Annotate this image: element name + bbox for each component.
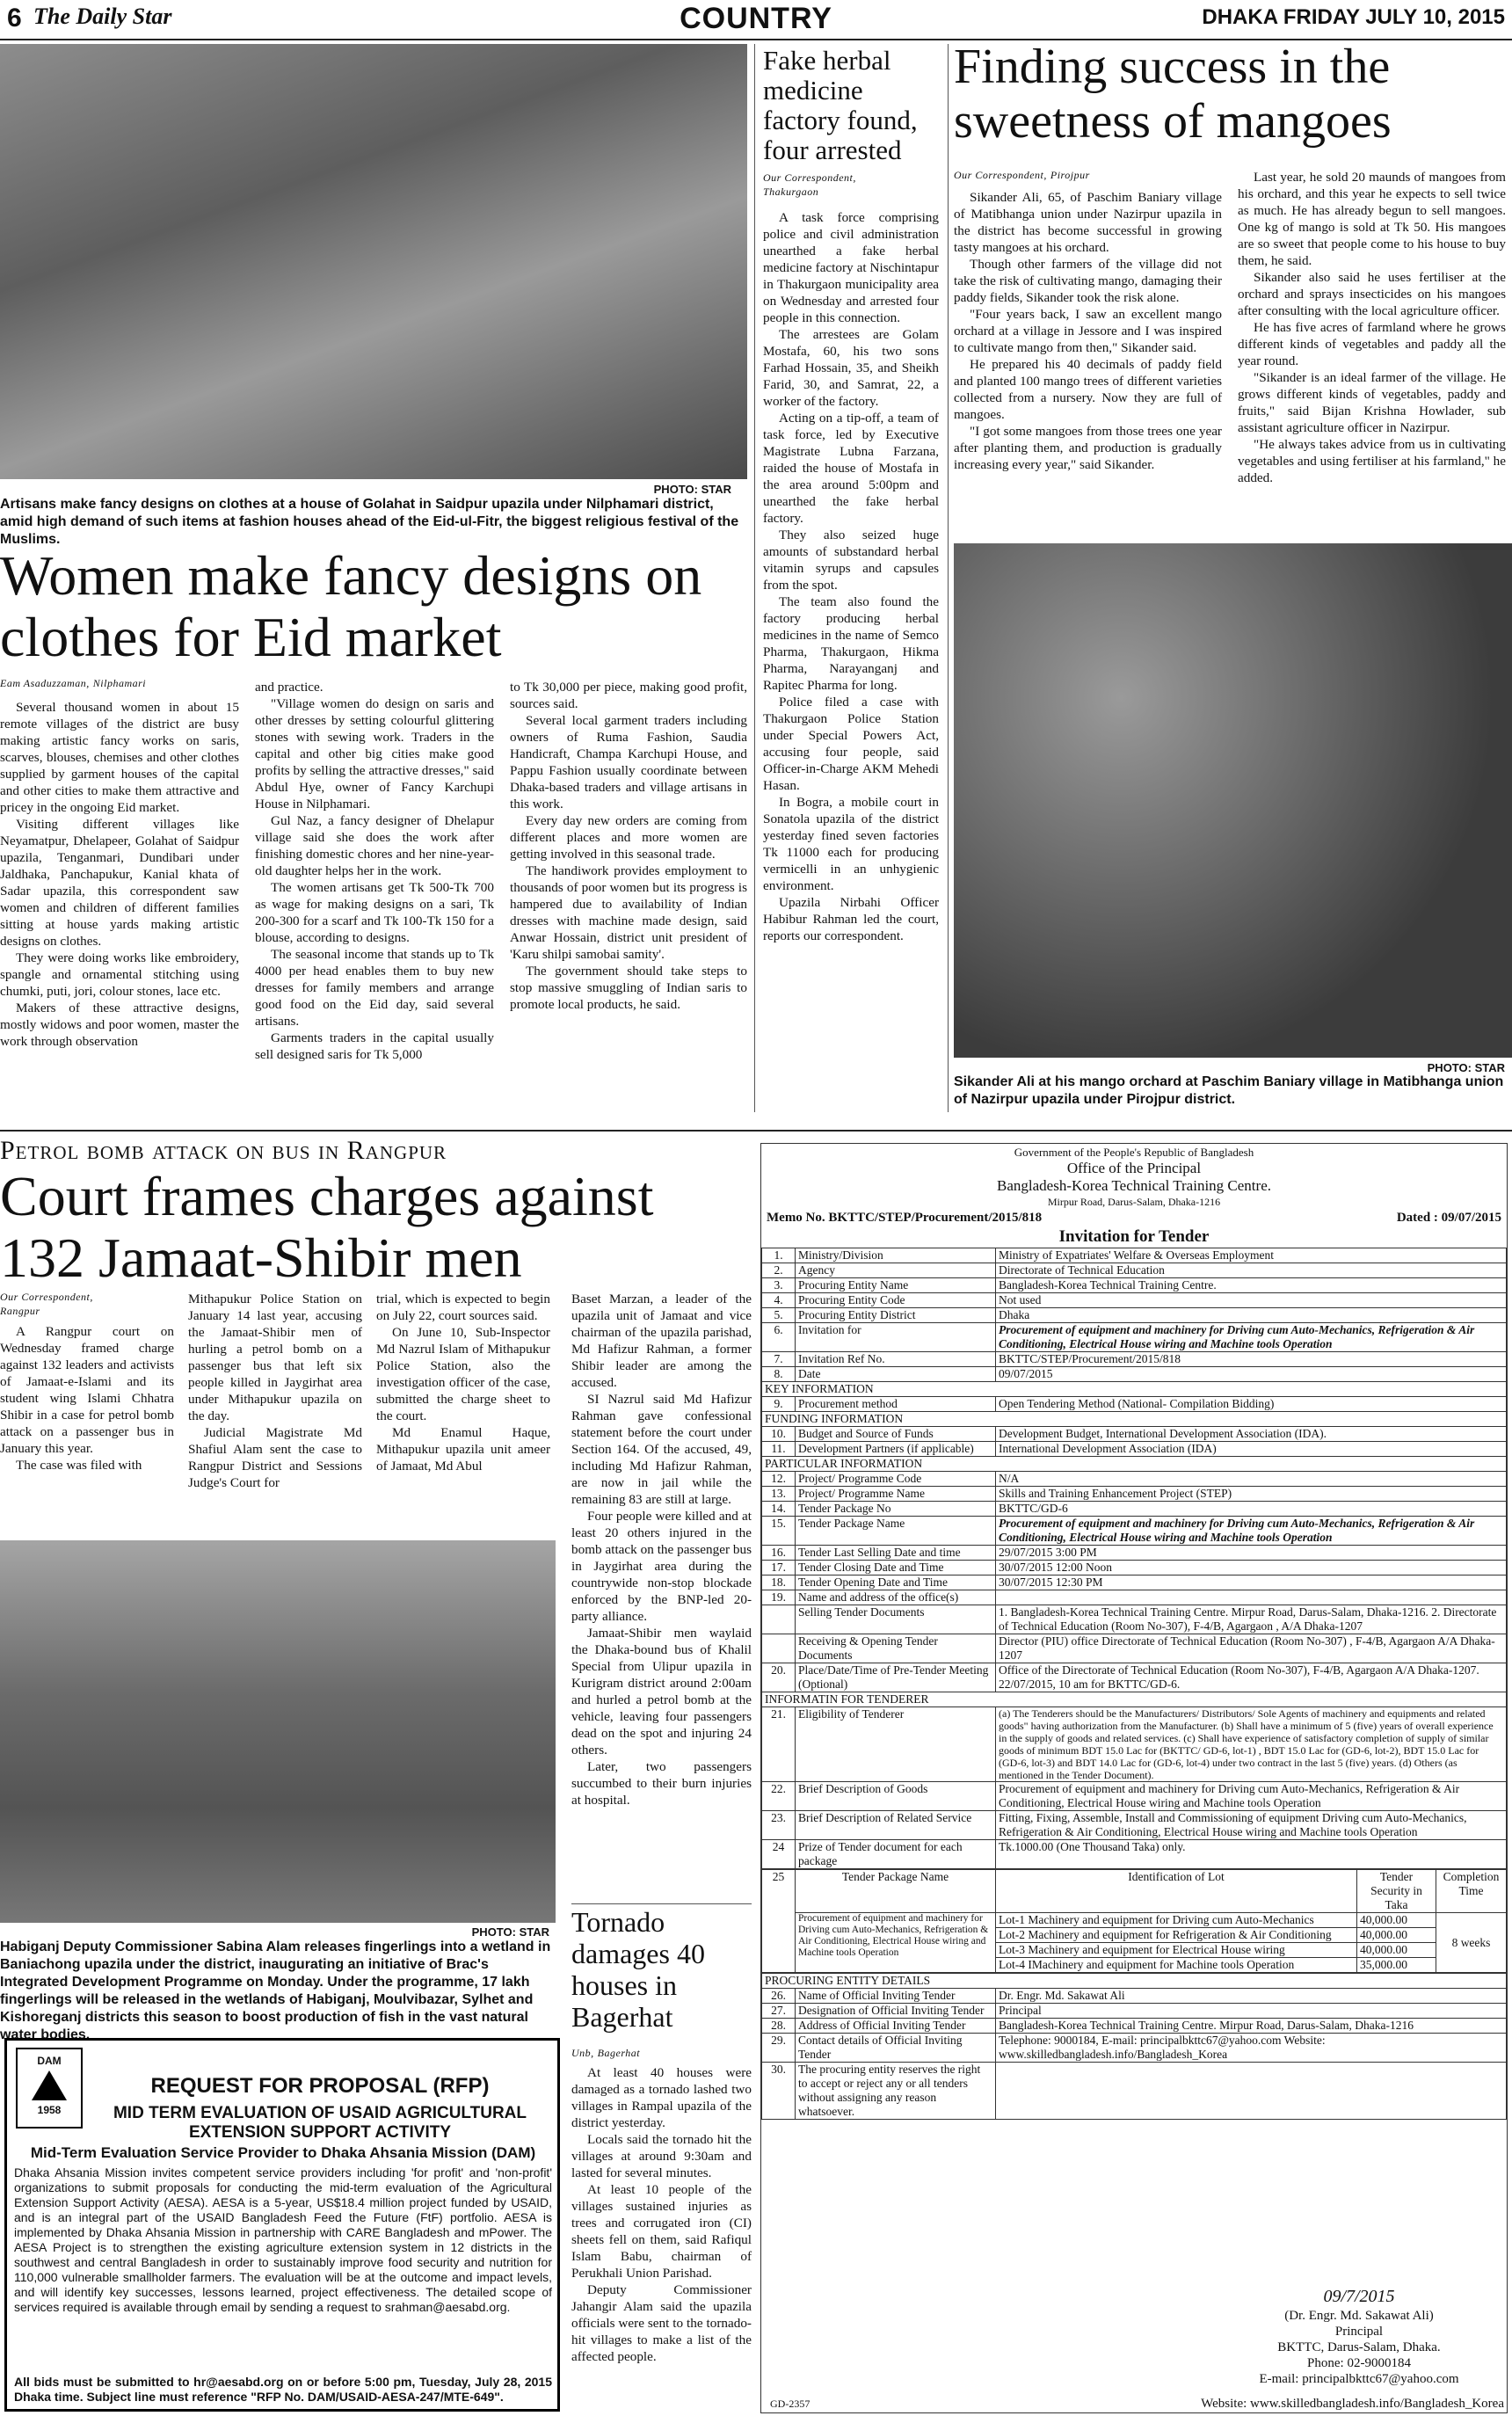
website-line: Website: www.skilledbangladesh.info/Bangladesh_Korea [1201,2397,1504,2411]
photo-caption: Habiganj Deputy Commissioner Sabina Alam releases fingerlings into a wetland in Baniachong upazila under the district, inaugurating an initiative of Brac's Integrated Development Programme on Monday. Under the programme, 17 lakh fingerlings will be released in the wetlands of Habiganj, Moulvibazar, Sylhet and Kishoreganj districts this season to boost production of fish in the vast natural water bodies. [0,1939,551,2042]
photo-caption: Sikander Ali at his mango orchard at Paschim Baniary village in Matibhanga union of Nazirpur upazila under Pirojpur district. [954,1074,1504,1107]
gov-line: Government of the People's Republic of Bangladesh [1014,1146,1254,1159]
table-row: 26. Name of Official Inviting Tender Dr. Engr. Md. Sakawat Ali [762,1989,1507,2004]
dateline: DHAKA FRIDAY JULY 10, 2015 [1202,5,1505,29]
procuring-table [761,1973,1507,2120]
table-row: 20. Place/Date/Time of Pre-Tender Meeting (Optional) Office of the Directorate of Technical Education (Room No-307), F-4/B, Agargaon A/A Dhaka-1207. 22/07/2015, 10 am for BKTTC/GD-6. [762,1663,1507,1692]
section-row: PROCURING ENTITY DETAILS [762,1974,1507,1989]
centre-line: Bangladesh-Korea Technical Training Centre. [997,1177,1271,1194]
table-row: 6. Invitation for Procurement of equipment and machinery for Driving cum Auto-Mechanics, Refrigeration & Air Conditioning, Electrical House wiring and Machine tools Operation [762,1323,1507,1352]
page-number: 6 [7,4,22,33]
photo-caption: Artisans make fancy designs on clothes at a house of Golahat in Saidpur upazila under Nilphamari district, amid high demand of such items at fashion houses ahead of the Eid-ul-Fitr, the biggest religious festival of the Muslims. [0,497,739,547]
dam-logo: DAM 1958 [16,2048,83,2129]
photo-credit: PHOTO: STAR [471,1925,549,1939]
address-line: Mirpur Road, Darus-Salam, Dhaka-1216 [1047,1196,1221,1208]
headline: Court frames charges against 132 Jamaat-Shibir men [0,1165,654,1289]
table-row: 2. Agency Directorate of Technical Education [762,1263,1507,1278]
office-line: Office of the Principal [1066,1160,1202,1176]
headline: Women make fancy designs on clothes for Eid market [0,544,702,668]
article-column: Sikander Ali, 65, of Paschim Baniary village of Matibhanga union under Nazirpur upazila in the district has become successful in growing tasty mangoes at his orchard. Though other farmers of the village did not take the risk of cultivating mango, damaging their paddy fields, Sikander took the risk alone. "Four years back, I saw an excellent mango orchard at a village in Jessore and I was inspired to cultivate mango from then," Sikander said. He prepared his 40 decimals of paddy field and planted 100 mango trees of different varieties collected from a nursery. Now they are full of mangoes. "I got some mangoes from those trees one year after planting them, and production is gradually increasing every year," said Sikander. [954,190,1222,472]
headline: Fake herbal medicine factory found, four arrested [763,45,918,165]
masthead: The Daily Star [33,4,172,29]
table-row: 28. Address of Official Inviting Tender Bangladesh-Korea Technical Training Centre. Mirpur Road, Darus-Salam, Dhaka-1216 [762,2019,1507,2034]
section-row: PARTICULAR INFORMATION [762,1457,1507,1472]
tender-notice [760,1143,1508,2413]
rfp-title: REQUEST FOR PROPOSAL (RFP) [150,2074,490,2098]
section-row: FUNDING INFORMATION [762,1412,1507,1427]
gd-code: GD-2357 [770,2398,811,2410]
rfp-subtitle-2: Mid-Term Evaluation Service Provider to Dhaka Ahsania Mission (DAM) [30,2144,536,2161]
article-column: trial, which is expected to begin on July 22, court sources said. On June 10, Sub-Inspector Md Nazrul Islam of Mithapukur Police Station, also the investigation officer of the case, submitted the charge sheet to the court. Md Enamul Haque, Mithapukur upazila unit ameer of Jamaat, Md Abul [376,1292,550,1474]
headline: Tornado damages 40 houses in Bagerhat [571,1906,705,2033]
table-row: 15. Tender Package Name Procurement of equipment and machinery for Driving cum Auto-Mechanics, Refrigeration & Air Conditioning, Electrical House wiring and Machine tools Operation [762,1517,1507,1546]
article-column: to Tk 30,000 per piece, making good profit, sources said. Several local garment traders including owners of Ruma Fashion, Saudia Handicraft, Champa Karchupi House, and Pappu Fashion usually coordinate between Dhaka-based traders and village artisans in this work. Every day new orders are coming from different places and more women are getting involved in this seasonal trade. The handiwork provides employment to thousands of poor women but its progress is hampered due to availability of Indian dresses with machine made design, said Anwar Hossain, district unit president of 'Karu shilpi samobai samity'. The government should take steps to stop massive smuggling of Indian saris to promote local products, he said. [510,680,747,1012]
table-row: 11. Development Partners (if applicable) International Development Association (IDA) [762,1442,1507,1457]
table-row: 7. Invitation Ref No. BKTTC/STEP/Procurement/2015/818 [762,1352,1507,1367]
memo-row: Memo No. BKTTC/STEP/Procurement/2015/818 Dated : 09/07/2015 [767,1211,1501,1225]
byline: Eam Asaduzzaman, Nilphamari [0,677,147,689]
table-row: 4. Procuring Entity Code Not used [762,1293,1507,1308]
section-title: COUNTRY [680,2,832,35]
rfp-body: Dhaka Ahsania Mission invites competent service providers including 'for profit' and 'non-profit' organizations to submit proposals for conducting the mid-term evaluation of the Agricultural Extension Support Activity (AESA). AESA is a 5-year, US$18.4 million project funded by USAID, and is an integral part of the USAID Bangladesh Feed the Future (FtF) portfolio. AESA is implemented by Dhaka Ahsania Mission in partnership with CARE Bangladesh and mPower. The AESA Project is to strengthen the existing agriculture extension system in 12 districts in the southwest and central Bangladesh in order to sustainably improve food security and nutrition for 110,000 vulnerable smallholder farmers. The evaluation will be at the outcome and impact levels, and will identify key successes, lessons learned, project effectiveness. The detailed scope of services required is available through email by sending a request to srahman@aesabd.org. [14,2165,552,2314]
lot-table: 25 Tender Package Name Identification of Lot Tender Security in Taka Completion Time Procurement of equipment and machinery for Driving cum Auto-Mechanics, Refrigeration & Air Conditioning, Electrical House wiring and Machine tools Operation Lot-1 Machinery and equipment for Driving cum Auto-Mechanics 40,000.00 8 weeks Lot-2 Machinery and equipment for Refrigeration & Air Conditioning 40,000.00 Lot-3 Machinery and equipment for Electrical House wiring 40,000.00 Lot-4 IMachinery and equipment for Machine tools Operation 35,000.00 [761,1869,1507,1973]
mango-orchard-photo [954,543,1512,1058]
tender-table [761,1248,1507,1869]
article-column: A Rangpur court on Wednesday framed charge against 132 leaders and activists of Jamaat-e-Islami and its student wing Islami Chhatra Shibir in a case for petrol bomb attack on a passenger bus in January this year. The case was filed with [0,1324,174,1473]
photo-credit: PHOTO: STAR [1427,1061,1505,1074]
rfp-subtitle: MID TERM EVALUATION OF USAID AGRICULTURAL EXTENSION SUPPORT ACTIVITY [113,2104,527,2142]
article-column: and practice. "Village women do design on saris and other dresses by setting colourful glittering stones with sewing work. Traders in the capital and other big cities make good profits by selling the attractive dresses," said Abdul Hye, owner of Fancy Karchupi House in Nilphamari. Gul Naz, a fancy designer of Dhelapur village said she does the work after finishing domestic chores and her nine-year-old daughter helps her in the work. The women artisans get Tk 500-Tk 700 as wage for making designs on a sari, Tk 200-300 for a scarf and Tk 100-Tk 150 for a blouse, according to designs. The seasonal income that stands up to Tk 4000 per head enables them to buy new dresses for family members and arrange good food on the Eid day, said several artisans. Garments traders in the capital usually sell designed saris for Tk 5,000 [255,680,494,1062]
table-row: 3. Procuring Entity Name Bangladesh-Korea Technical Training Centre. [762,1278,1507,1293]
table-row: Receiving & Opening Tender Documents Director (PIU) office Directorate of Technical Education (Room No-307) , F-4/B, Agargaon A/A Dhaka-1207 [762,1634,1507,1663]
table-row: Selling Tender Documents 1. Bangladesh-Korea Technical Training Centre. Mirpur Road, Darus-Salam, Dhaka-1216. 2. Directorate of Technical Education (Room No-307), F-4/B, Agargaon , A/A Dhaka-1207 [762,1605,1507,1634]
kicker: Petrol bomb attack on bus in Rangpur [0,1136,447,1165]
artisans-photo [0,44,747,479]
headline: Finding success in the sweetness of mangoes [954,40,1392,149]
rfp-submission: All bids must be submitted to hr@aesabd.org on or before 5:00 pm, Tuesday, July 28, 2015 Dhaka time. Subject line must reference "RFP No. DAM/USAID-AESA-247/MTE-649". [14,2375,552,2404]
article-column: Last year, he sold 20 maunds of mangoes from his orchard, and this year he expects to sell twice as much. He has already begun to sell mangoes. One kg of mango is sold at Tk 50. His mangoes are so sweet that people come to his house to buy them, he said. Sikander also said he uses fertiliser at the orchard and sprays insecticides on his mangoes after consulting with the local agriculture officer. He has five acres of farmland where he grows different kinds of vegetables and paddy all the year round. "Sikander is an ideal farmer of the village. He grows different kinds of vegetables, paddy and fruits," said Bijan Krishna Howlader, sub assistant agriculture officer in Nazirpur. "He always takes advice from us in cultivating vegetables and using fertiliser at his farmland," he added. [1238,170,1506,485]
article-column: Several thousand women in about 15 remote villages of the district are busy making artistic fancy works on saris, scarves, blouses, chemises and other clothes supplied by garment houses of the capital and other cities to make them attractive and pricey in the ongoing Eid market. Visiting different villages like Neyamatpur, Dhelapeer, Golahat of Saidpur upazila, Tenganmari, Dundibari under Jaldhaka, Panchapukur, Kanial khata of Sadar upazila, this correspondent saw women and children of different families sitting at house yards making artistic designs on clothes. They were doing works like embroidery, spangle and ornamental stitching using chumki, puti, jori, colour stones, lace etc. Makers of these attractive designs, mostly widows and poor women, master the work through observation [0,700,239,1049]
article-column: A task force comprising police and civil administration unearthed a fake herbal medicine factory at Nischintapur in Thakurgaon municipality area on Wednesday and arrested four people in this connection. The arrestees are Golam Mostafa, 60, his two sons Farhad Hossain, 35, and Sheikh Farid, 30, and Samrat, 22, a worker of the factory. Acting on a tip-off, a team of task force, led by Executive Magistrate Lubna Farzana, raided the house of Mostafa in the area around 5:00pm and unearthed the fake herbal factory. They also seized huge amounts of substandard herbal vitamin syrups and capsules from the spot. The team also found the factory producing herbal medicines in the name of Semco Pharma, Thakurgaon, Hikma Pharma, Narayanganj and Rapitec Pharma for long. Police filed a case with Thakurgaon Police Station under Special Powers Act, accusing four people, said Officer-in-Charge AKM Mehedi Hasan. In Bogra, a mobile court in Sonatola upazila of the district yesterday fined seven factories Tk 11000 each for producing vermicelli in an unhygienic environment. Upazila Nirbahi Officer Habibur Rahman led the court, reports our correspondent. [763,210,939,943]
table-row: 9. Procurement method Open Tendering Method (National- Compilation Bidding) [762,1397,1507,1412]
section-row: KEY INFORMATION [762,1382,1507,1397]
table-row: 5. Procuring Entity District Dhaka [762,1308,1507,1323]
table-row: 19. Name and address of the office(s) [762,1590,1507,1605]
table-row: 24 Prize of Tender document for each package Tk.1000.00 (One Thousand Taka) only. [762,1840,1507,1869]
signature-block: 09/7/2015 (Dr. Engr. Md. Sakawat Ali) Principal BKTTC, Darus-Salam, Dhaka. Phone: 02-9000184 E-mail: principalbkttc67@yahoo.com [1218,2285,1500,2387]
table-row: 29. Contact details of Official Inviting Tender Telephone: 9000184, E-mail: principalbkttc67@yahoo.com Website: www.skilledbangladesh.info/Bangladesh_Korea [762,2034,1507,2063]
section-row: INFORMATIN FOR TENDERER [762,1692,1507,1707]
table-row: 30. The procuring entity reserves the right to accept or reject any or all tenders without assigning any reason whatsoever. [762,2063,1507,2120]
article-column: Mithapukur Police Station on January 14 last year, accusing the Jamaat-Shibir men of hurling a petrol bomb on a passenger bus that left six people killed in Jaygirhat area under Mithapukur upazila on the day. Judicial Magistrate Md Shafiul Alam sent the case to Rangpur District and Sessions Judge's Court for [188,1292,362,1490]
tender-title: Invitation for Tender [1058,1227,1210,1246]
table-row: 8. Date 09/07/2015 [762,1367,1507,1382]
fingerlings-release-photo [0,1540,556,1923]
photo-credit: PHOTO: STAR [653,483,731,496]
table-row: 13. Project/ Programme Name Skills and Training Enhancement Project (STEP) [762,1487,1507,1502]
byline: Our Correspondent, Pirojpur [954,169,1090,181]
table-row: 10. Budget and Source of Funds Development Budget, International Development Association (IDA). [762,1427,1507,1442]
table-row: 27. Designation of Official Inviting Tender Principal [762,2004,1507,2019]
byline: Unb, Bagerhat [571,2047,641,2059]
signature-date: 09/7/2015 [1323,2287,1395,2306]
article-column: At least 40 houses were damaged as a tornado lashed two villages in Rampal upazila of the district yesterday. Locals said the tornado hit the villages at around 9:30am and lasted for several minutes. At least 10 people of the villages sustained injuries as trees and corrugated iron (CI) sheets fell on them, said Rafiqul Islam Babu, chairman of Perukhali Union Parishad. Deputy Commissioner Jahangir Alam said the upazila officials were sent to the tornado-hit villages to make a list of the affected people. [571,2065,752,2364]
table-row: 18. Tender Opening Date and Time 30/07/2015 12:30 PM [762,1575,1507,1590]
table-row: 23. Brief Description of Related Service Fitting, Fixing, Assemble, Install and Commissioning of equipment Driving cum Auto-Mechanics, Refrigeration & Air Conditioning, Electrical House wiring and Machine tools Operation [762,1811,1507,1840]
article-column: Baset Marzan, a leader of the upazila unit of Jamaat and vice chairman of the upazila parishad, Md Hafizur Rahman, a former Shibir leader are among the accused. SI Nazrul said Md Hafizur Rahman gave confessional statement before the court under Section 164. Of the accused, 49, including Md Hafizur Rahman, are now in jail while the remaining 83 are still at large. Four people were killed and at least 20 others injured in the bomb attack on the passenger bus in Jaygirhat area during the countrywide non-stop blockade enforced by the BNP-led 20-party alliance. Jamaat-Shibir men waylaid the Dhaka-bound bus of Khalil Special from Ulipur upazila in Kurigram district around 2:00am and hurled a petrol bomb at the vehicle, leaving four passengers dead on the spot and injuring 24 others. Later, two passengers succumbed to their burn injuries at hospital. [571,1292,752,1808]
table-row: 21. Eligibility of Tenderer (a) The Tenderers should be the Manufacturers/ Distributors/ Sole Agents of machinery and equipments and related goods" having authorization from the Manufacturer. (b) Shall have a minimum of 5 (five) years of overall experience in the supply of goods and related services. (c) Shall have experience of satisfactory completion of supply of similar goods of minimum BDT 15.0 Lac for (BKTTC/ GD-6, lot-1) , BDT 15.0 Lac for (GD-6, lot-2), BDT 15.0 Lac for (GD-6, lot-3) and BDT 14.0 Lac for (GD-6, lot-4) under two contract in the last 5 (five) years. (d) Others (as mentioned in the Tender Document). [762,1707,1507,1782]
byline: Our Correspondent, Rangpur [0,1291,93,1317]
table-row: 16. Tender Last Selling Date and time 29/07/2015 3:00 PM [762,1546,1507,1561]
table-row: 12. Project/ Programme Code N/A [762,1472,1507,1487]
byline: Our Correspondent, Thakurgaon [763,171,856,198]
page-header [0,0,1512,40]
table-row: 17. Tender Closing Date and Time 30/07/2015 12:00 Noon [762,1561,1507,1575]
table-row: 14. Tender Package No BKTTC/GD-6 [762,1502,1507,1517]
rfp-advertisement [4,2038,560,2412]
table-row: 22. Brief Description of Goods Procurement of equipment and machinery for Driving cum Auto-Mechanics, Refrigeration & Air Conditioning, Electrical House wiring and Machine tools Operation [762,1782,1507,1811]
table-row: 1. Ministry/Division Ministry of Expatriates' Welfare & Overseas Employment [762,1248,1507,1263]
